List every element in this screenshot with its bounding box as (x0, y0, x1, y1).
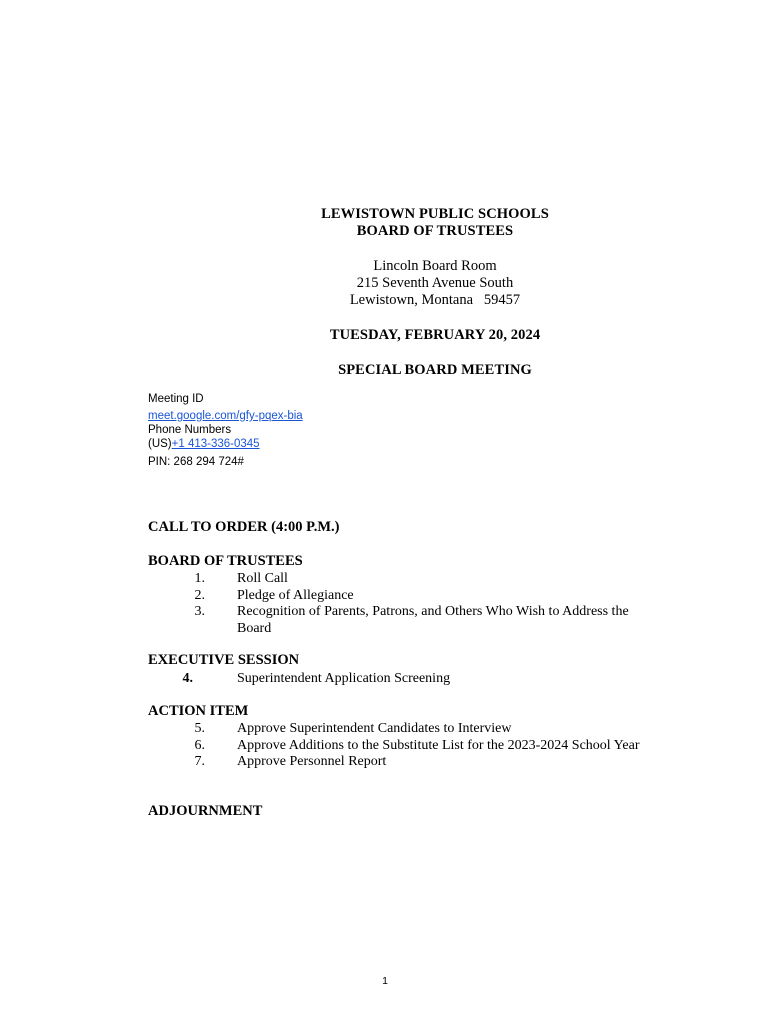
city-address: Lewistown, Montana 59457 (349, 292, 521, 308)
item-number: 2. (194, 588, 205, 603)
item-number: 3. (194, 604, 205, 619)
district-name: LEWISTOWN PUBLIC SCHOOLS (321, 206, 549, 222)
item-text: Recognition of Parents, Patrons, and Others Who Wish to Address the (237, 604, 629, 619)
meeting-date: TUESDAY, FEBRUARY 20, 2024 (329, 327, 541, 343)
item-text: Superintendent Application Screening (237, 671, 451, 686)
action-section-title: ACTION ITEM (148, 703, 249, 719)
item-text: Roll Call (237, 571, 288, 586)
item-text-continued: Board (237, 621, 272, 636)
item-number: 1. (194, 571, 205, 586)
page-number: 1 (382, 975, 388, 987)
street-address: 215 Seventh Avenue South (356, 275, 514, 291)
adjournment: ADJOURNMENT (148, 803, 263, 819)
meeting-link[interactable]: meet.google.com/gfy-pqex-bia (148, 410, 303, 422)
item-text: Approve Superintendent Candidates to Interview (237, 721, 512, 736)
item-text: Approve Additions to the Substitute List for the 2023-2024 School Year (237, 738, 640, 753)
executive-section-title: EXECUTIVE SESSION (148, 652, 300, 668)
meeting-room: Lincoln Board Room (373, 258, 497, 274)
phone-prefix: (US) (148, 438, 172, 450)
item-text: Pledge of Allegiance (237, 588, 354, 603)
item-number: 6. (194, 738, 205, 753)
board-section-title: BOARD OF TRUSTEES (148, 553, 303, 569)
item-text: Approve Personnel Report (237, 754, 387, 769)
item-number: 7. (194, 754, 205, 769)
item-number: 4. (182, 671, 193, 686)
meeting-pin: PIN: 268 294 724# (148, 456, 244, 468)
call-to-order: CALL TO ORDER (4:00 P.M.) (148, 519, 340, 535)
phone-numbers-label: Phone Numbers (148, 424, 232, 436)
phone-line (148, 437, 260, 453)
board-title: BOARD OF TRUSTEES (356, 223, 514, 239)
meeting-id-label: Meeting ID (148, 393, 204, 405)
item-number: 5. (194, 721, 205, 736)
phone-link[interactable]: +1 413-336-0345 (171, 438, 260, 450)
meeting-type: SPECIAL BOARD MEETING (338, 362, 532, 378)
